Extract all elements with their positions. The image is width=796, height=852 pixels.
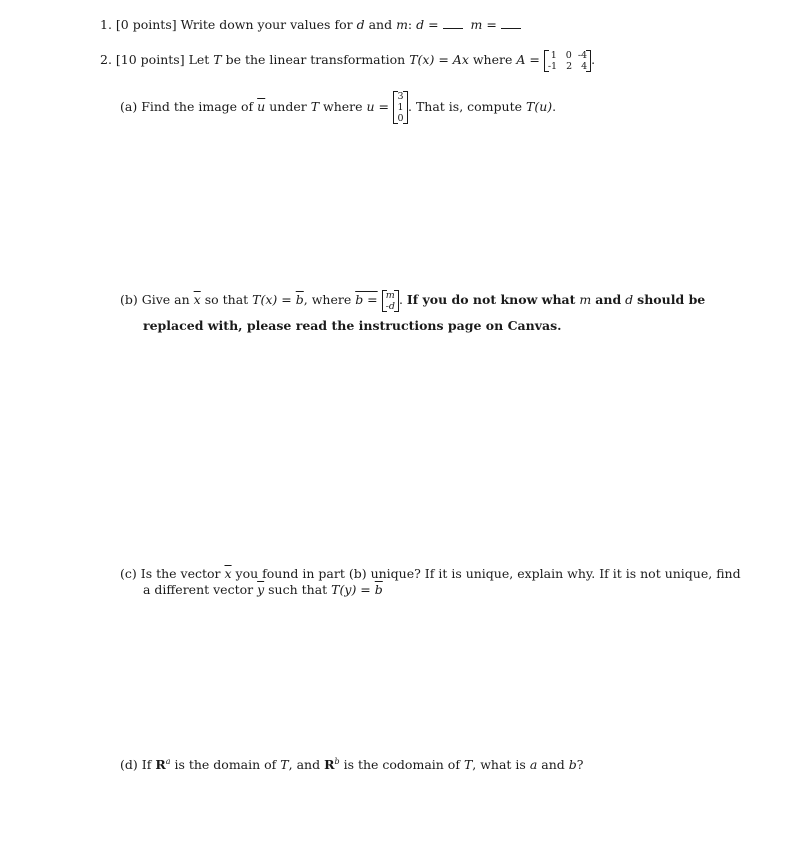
vector-u-cell: 1 [397,102,404,113]
q2-let: Let [188,52,210,67]
d-text4: is the codomain of [343,757,460,773]
a-text1: Find the image of [141,99,254,114]
matrix-A-cell: 0 [565,49,572,61]
vector-b-cell: m [385,289,395,301]
b-and: and [595,292,622,307]
b-b-vec: $\overline{b}$ [295,292,304,307]
q1-colon: : [407,17,413,32]
a-u: $\overline{u}$ [257,99,266,114]
q1-var-d: d [356,17,365,32]
q1-points: [0 points] [115,17,177,32]
b-text2: so that [204,292,249,307]
d-T: T [280,757,289,773]
matrix-A-cell: 4 [581,60,588,72]
q2-period: . [591,52,596,67]
vector-u-entry [397,113,404,124]
part-b-line-1: (b) Give an $\overline{x}$ so that $T(x) = \overline{b}$, where b = m -d . If you do not know what m and d should be [120,289,706,312]
q2-points: [10 points] [115,52,185,67]
b-d: d [625,292,634,307]
d-b-sup: b [334,757,340,766]
vector-b [382,290,399,312]
q2-be: be the linear transformation [225,52,406,67]
matrix-A [544,50,591,72]
question-1 [100,17,521,33]
a-end: . [552,99,557,114]
c-line2b: such that [268,582,328,597]
question-2 [100,48,595,72]
a-label: (a) [120,99,138,114]
b-text1: Give an [141,292,190,307]
q2-T-of-x: T(x) [409,52,435,67]
part-b-line-2: replaced with, please read the instructions page on Canvas. [143,318,562,333]
matrix-A-row-2 [548,61,587,72]
q1-var-m: m [396,17,408,32]
q1-m-eq: m = [470,17,497,32]
d-a2: a [529,757,538,773]
b-T-x-eq: T(x) = [252,292,292,307]
a-T-u: T(u) [526,99,553,114]
d-text1: If [141,757,152,773]
c-T-y-eq: T(y) = [331,582,371,597]
vector-b-entry [386,290,395,301]
c-text2: you found in part (b) unique? If it is unique, explain why. If it is not unique, find [235,566,741,581]
c-label: (c) [120,566,137,581]
vector-u-cell: 0 [397,113,404,124]
c-text1: Is the vector [140,566,221,581]
q1-number: 1. [100,17,112,32]
vector-u-cell: 3 [397,91,404,102]
matrix-A-cell: 1 [550,49,557,61]
vector-u-entry [397,91,404,102]
d-text3: , and [288,757,321,773]
c-line2a: a different vector [143,582,254,597]
matrix-A-cell: 2 [566,60,573,72]
part-c-line-2 [143,582,383,598]
b-label: (b) [120,292,138,307]
q1-d-eq: d = [416,17,439,32]
vector-u [393,91,408,124]
b-where: , where [303,292,352,307]
d-label: (d) [120,757,138,773]
matrix-A-cell: -1 [547,60,558,72]
d-text2: is the domain of [174,757,277,773]
matrix-A-row-1 [548,50,587,61]
a-where: where [323,99,363,114]
vector-u-entry [397,102,404,113]
a-T: T [310,99,320,114]
d-T2: T [463,757,473,773]
d-a-sup: a [165,757,171,766]
a-text2: under [269,99,307,114]
c-x: $\overline{x}$ [224,566,232,581]
q2-number: 2. [100,52,112,67]
b-m: m [579,292,592,307]
q1-and: and [368,17,393,32]
b-bold-text2: should be [637,292,706,307]
b-b-eq: b = [355,292,378,307]
q2-where: where [472,52,513,67]
d-Rb: R [324,757,335,773]
part-c-line-1 [120,566,741,582]
b-x: $\overline{x}$ [193,292,201,307]
d-Ra: R [155,757,166,773]
a-text3: . That is, compute [408,99,523,114]
q2-Ax: Ax [452,52,469,67]
q2-A-eq: A = [516,52,540,67]
d-q: ? [576,757,584,773]
b-bold-text: If you do not know what [406,292,576,307]
a-u-eq: u = [366,99,390,114]
m-blank[interactable] [501,18,521,29]
d-b2: b [568,757,577,773]
vector-b-entry [386,301,395,312]
c-b: $\overline{b}$ [374,582,383,597]
part-a [120,87,556,127]
matrix-A-cell: -4 [577,49,588,61]
q2-var-T: T [213,52,222,67]
vector-b-cell: -d [385,300,395,312]
d-and: and [541,757,565,773]
d-text5: , what is [472,757,526,773]
d-blank[interactable] [443,18,463,29]
c-y: $\overline{y}$ [257,582,265,597]
q1-text: Write down your values for [180,17,353,32]
part-d [120,754,583,773]
q2-eq: = [438,52,449,67]
